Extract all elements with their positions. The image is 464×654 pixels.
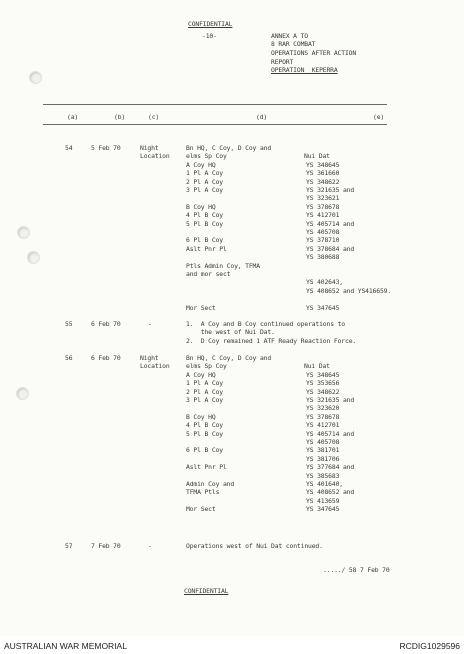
classification-bottom: CONFIDENTIAL [184,587,229,595]
entry-type: Night [140,144,159,152]
grid-reference: YS 412701 [306,211,340,220]
unit-name: Mor Sect [186,303,216,312]
unit-name: 2 Pl A Coy [186,387,223,396]
archive-name: AUSTRALIAN WAR MEMORIAL [4,641,127,651]
entry-serial: 56 [65,354,73,362]
archive-reference: RCDIG1029596 [399,641,460,651]
grid-reference: YS 385683 [306,471,340,480]
unit-name: 6 Pl B Coy [186,446,223,455]
grid-reference: YS 353656 [306,379,340,388]
classification-top: CONFIDENTIAL [188,20,233,28]
grid-reference: YS 348645 [306,160,340,169]
page-number: -10- [202,32,217,40]
unit-name: Aslt Pnr Pl [186,463,227,472]
entry-text: 1. A Coy and B Coy continued operations to [186,320,345,328]
annex-line: REPORT [271,58,294,66]
column-header: (d) [256,113,268,121]
unit-name: Mor Sect [186,505,216,514]
entry-date: 6 Feb 70 [91,354,121,362]
grid-reference: Nui Dat [304,362,330,371]
unit-name: Bn HQ, C Coy, D Coy and [186,354,272,362]
grid-reference: YS 405708 [306,438,340,446]
grid-reference: Nui Dat [304,152,330,161]
unit-name: 1 Pl A Coy [186,169,223,178]
grid-reference: YS 408652 and [306,488,355,497]
grid-reference: YS 378678 [306,412,340,421]
unit-name: Aslt Pnr Pl [186,244,227,253]
grid-reference: YS 381706 [306,454,340,463]
continuation-note: ...../ 58 7 Feb 70 [323,566,390,574]
unit-name: A Coy HQ [186,160,216,169]
unit-name: 2 Pl A Coy [186,177,223,186]
grid-reference: YS 378678 [306,202,340,211]
annex-line: 8 RAR COMBAT [271,40,316,48]
unit-name: elms Sp Coy [186,362,227,371]
grid-reference: YS 321635 and [306,396,355,404]
unit-name: B Coy HQ [186,412,216,421]
archive-footer [0,636,464,654]
unit-name: TFMA Ptls [186,488,220,497]
entry-date: 7 Feb 70 [91,542,121,550]
grid-reference: YS 413659 [306,496,340,505]
unit-name: Admin Coy and [186,480,235,488]
grid-reference: YS 377684 and [306,463,355,472]
unit-name: 3 Pl A Coy [186,186,223,194]
grid-reference: YS 347645 [306,505,340,514]
grid-reference: YS 378710 [306,236,340,245]
unit-name: 5 Pl B Coy [186,219,223,228]
rule-bottom [43,124,387,125]
entry-serial: 54 [65,144,73,152]
annex-line: ANNEX A TO [271,32,308,40]
grid-reference: YS 380688 [306,253,340,262]
entry-serial: 55 [65,320,73,328]
unit-name: B Coy HQ [186,202,216,211]
entry-text: 2. D Coy remained 1 ATF Ready Reaction Force. [186,336,357,345]
grid-reference: YS 321635 and [306,186,355,194]
entry-type: Location [140,362,170,371]
column-header: (a) [67,113,79,121]
unit-name: 6 Pl B Coy [186,236,223,245]
column-header: (b) [114,113,126,121]
grid-reference: YS 405714 and [306,429,355,438]
grid-reference: YS 402643, [306,278,343,287]
unit-name: A Coy HQ [186,370,216,379]
punch-hole [16,387,29,400]
column-header: (c) [148,113,160,121]
unit-name: 5 Pl B Coy [186,429,223,438]
annex-line: OPERATIONS AFTER ACTION [271,49,357,57]
entry-type: Night [140,354,159,362]
entry-serial: 57 [65,542,73,550]
entry-type: Location [140,152,170,161]
punch-hole [27,251,40,264]
annex-line: OPERATION KEPERRA [271,66,338,74]
grid-reference: YS 361660 [306,169,340,178]
unit-name: 4 Pl B Coy [186,211,223,220]
punch-hole [29,71,42,84]
grid-reference: YS 323621 [306,194,340,203]
grid-reference: YS 347645 [306,303,340,312]
unit-name: elms Sp Coy [186,152,227,161]
unit-name: Bn HQ, C Coy, D Coy and [186,144,272,152]
grid-reference: YS 405714 and [306,219,355,228]
entry-date: 6 Feb 70 [91,320,121,328]
grid-reference: YS 408652 and YS416659. [306,286,392,295]
punch-hole [17,226,30,239]
grid-reference: YS 348645 [306,370,340,379]
unit-name: 1 Pl A Coy [186,379,223,388]
unit-name: 3 Pl A Coy [186,396,223,404]
grid-reference: YS 381701 [306,446,340,455]
grid-reference: YS 378684 and [306,244,355,253]
grid-reference: YS 348622 [306,387,340,396]
grid-reference: YS 412701 [306,421,340,430]
grid-reference: YS 348622 [306,177,340,186]
entry-type: - [148,320,152,328]
entry-text: Operations west of Nui Dat continued. [186,542,323,550]
unit-name: and mor sect [186,270,231,278]
unit-name: Ptls Admin Coy, TFMA [186,261,260,270]
entry-type: - [148,542,152,550]
entry-text: the west of Nui Dat. [186,328,275,337]
rule-top [43,104,387,105]
grid-reference: YS 323620 [306,404,340,413]
unit-name: 4 Pl B Coy [186,421,223,430]
grid-reference: YS 405708 [306,228,340,236]
grid-reference: YS 401640, [306,480,343,488]
column-header: (e) [373,113,385,121]
entry-date: 5 Feb 70 [91,144,121,152]
